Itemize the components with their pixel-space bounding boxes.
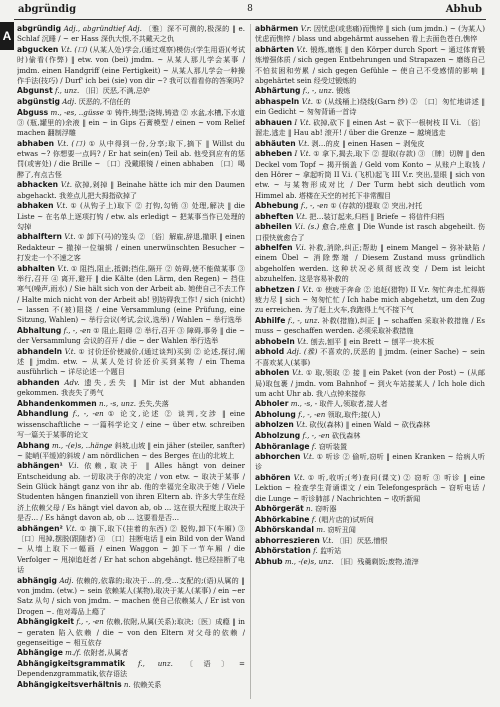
- entry-grammar: Adj.: [62, 96, 77, 106]
- entry-grammar: f.: [311, 441, 317, 451]
- dictionary-entry: [255, 515, 485, 525]
- entry-grammar: V.t.: [65, 523, 77, 533]
- entry-definition: ① 卸下(马)的笼头 ② 〔俗〕解雇,辞退,撤职 ‖ einen Redakteur ~ 撤掉一位编辑 / einen unerwünschten Besucher ~ 打发走一个不速之客: [17, 232, 245, 263]
- entry-headword: abhärmen: [255, 24, 299, 33]
- entry-grammar: n., -s, unz.: [98, 398, 136, 408]
- entry-grammar: V.i. (s.): [294, 222, 320, 232]
- entry-grammar: f., -, -en: [300, 201, 329, 211]
- entry-grammar: n.: [123, 679, 131, 689]
- entry-headword: abhäuten: [255, 138, 296, 148]
- dictionary-entry: [255, 149, 485, 201]
- letter-tab: A: [0, 22, 14, 50]
- entry-headword: Abhub: [255, 556, 283, 566]
- entry-grammar: I V.t.: [294, 117, 311, 127]
- entry-grammar: m.: [316, 525, 326, 535]
- dictionary-entry: [17, 201, 245, 232]
- dictionary-entry: [17, 680, 245, 690]
- entry-headword: Abgunst: [17, 86, 53, 96]
- entry-grammar: V.t.: [57, 263, 69, 273]
- entry-headword: abhalten: [17, 263, 55, 273]
- entry-grammar: f., -, unz.: [287, 315, 320, 325]
- entry-definition: ① 阻挡,阻止,抵御;挡住,隔开 ② 妨碍,使不能做某事 ③ 举行,召开 ④ 离开,避开 ‖ die Kälte (den Lärm, den Regen) ~ 挡住寒气(噪声,雨水) / Sie hält sich von der Arbeit ab. 她使自己不去工作 / Halte mich nicht von der Arbeit ab! 别妨碍我工作! / sich (nicht) ~ lassen 不(被)阻挠 / eine Versammlung (eine Prüfung, eine Sitzung, Wahlen) ~ 举行会议(考试,会议,选举) / Wahlen ~ 举行选举: [17, 263, 245, 325]
- entry-definition: 依赖,取决于 ‖ Alles hängt von deiner Entscheidung ab. 一切取决于你的决定 / von etw. ~ 取决于某事 / Sein Glück hängt ganz von ihr ab. 他的幸福完全取决于她 / Viele Studenten hängen finanziell von ihren Eltern ab. 许多大学生在经济上依赖父母 / Es hängt viel davon ab, ob ... 这在很大程度上取决于是否… / Es hängt davon ab, ob ... 这要看是否…: [17, 461, 245, 523]
- dictionary-entry: [17, 576, 245, 617]
- dictionary-entry: [17, 617, 245, 648]
- entry-definition: ① (存款的)提取 ② 突出,衬托: [330, 201, 423, 211]
- entry-headword: abgünstig: [17, 96, 60, 106]
- entry-grammar: V.t.: [297, 336, 309, 346]
- entry-definition: 窃听装置: [318, 441, 348, 451]
- entry-headword: abheilen: [255, 222, 292, 232]
- entry-headword: abhelfen: [255, 243, 293, 253]
- entry-definition: 砍掉,砍下 ‖ einen Ast ~ 砍下一根树枝 II V.i. 〔俗〕溜走,逃走 ‖ Hau ab! 滚开! / über die Grenze ~ 越境逃走: [255, 117, 485, 138]
- entry-headword: Abhaltung: [17, 325, 62, 335]
- entry-definition: 锻炼: [336, 86, 351, 96]
- entry-definition: 补救(措施),纠正 ‖ ~ schaffen 采取补救措施 / Es muss ~ geschaffen werden. 必须采取补救措施: [255, 315, 485, 336]
- entry-definition: 领取,取件;接(人): [327, 409, 381, 419]
- dictionary-entry: [255, 546, 485, 556]
- entry-definition: 遗失,丢失 ‖ Mir ist der Mut abhanden gekommen. 我丧失了勇气: [17, 377, 245, 398]
- dictionary-entry: [255, 525, 485, 535]
- entry-headword: abholzen: [255, 420, 294, 430]
- entry-headword: Abhörkabine: [255, 514, 310, 524]
- dictionary-entry: [255, 410, 485, 420]
- entry-grammar: m., -es, ..güsse: [50, 107, 104, 117]
- entry-definition: ① 论文,论述 ② 谈判,交涉 ‖ eine wissenschaftliche ~ 一篇科学论文 / eine ~ über etw. schreiben 写一篇关于某事的论文: [17, 409, 245, 440]
- entry-grammar: f., -, -en: [63, 325, 91, 335]
- entry-definition: 监听站: [319, 546, 342, 556]
- dictionary-entry: [255, 24, 485, 45]
- entry-definition: ① 阻止,阻碍 ② 举行,召开 ③ 障碍,事务 ‖ die ~ der Versammlung 会议的召开 / die ~ der Wahlen 举行选举: [17, 325, 245, 346]
- entry-definition: 刨去,刨平 ‖ ein Brett ~ 刨平一块木板: [310, 336, 435, 346]
- entry-definition: ① (从钩子上)取下 ② 打钩,勾销 ③ 处理,解决 ‖ die Liste ~ 在名单上逐项打钩 / etw. als erledigt ~ 把某事当作已处理的勾掉: [17, 201, 245, 231]
- entry-grammar: f., -, -en: [72, 409, 104, 419]
- entry-headword: abhängen²: [17, 523, 63, 533]
- dictionary-entry: [255, 212, 485, 222]
- entry-definition: 愈合,痊愈 ‖ Die Wunde ist rasch abgeheilt. 伤口很快就愈合了: [255, 222, 485, 242]
- dictionary-entry: [17, 180, 245, 201]
- entry-headword: abhängen¹: [17, 461, 63, 471]
- entry-headword: abheften: [255, 211, 294, 221]
- column-divider: [250, 24, 251, 699]
- entry-grammar: Adj.: [59, 575, 74, 585]
- entry-headword: Abhilfe: [255, 315, 286, 325]
- entry-definition: 依赖,依附,从属(关系);取决;〔医〕成瘾 ‖ in ~ geraten 陷入依赖 / die ~ von den Eltern 对父母的依赖 / gegenseitige ~ 相互依存: [17, 617, 245, 647]
- dictionary-entry: [255, 139, 485, 149]
- dictionary-entry: [17, 441, 245, 462]
- dictionary-entry: [17, 659, 245, 680]
- entry-definition: 丢失,失落: [138, 398, 169, 408]
- entry-definition: 〔旧〕厌恶,不满,忌妒: [81, 86, 150, 96]
- entry-grammar: Adv.: [64, 377, 80, 387]
- entry-grammar: f., -, unz.: [302, 86, 334, 96]
- entry-grammar: V.t. (口): [57, 138, 86, 148]
- dictionary-entry: [255, 368, 485, 399]
- dictionary-entry: [17, 399, 245, 409]
- entry-grammar: V.t.: [301, 96, 313, 106]
- dictionary-entry: [255, 86, 485, 96]
- dictionary-entry: [17, 378, 245, 399]
- dictionary-entry: [255, 473, 485, 504]
- entry-definition: ① 从中得到一份,分享;取下,摘下 ‖ Willst du etwas ~? 你想要一点吗? / Er hat sein(en) Teil ab. 他受到应有的惩罚(或害处) / die Brille ~ 〔口〕没戴眼镜 / einen abhaben 〔口〕喝醉了,有点古怪: [17, 138, 245, 179]
- entry-definition: 砍伐(森林) ‖ einen Wald ~ 砍伐森林: [309, 420, 431, 430]
- entry-grammar: V.t.: [64, 346, 76, 356]
- entry-definition: ① 使疲于奔命 ② 追赶(猎物) II V.r. 匆忙奔走,忙得筋疲力尽 ‖ sich ~ 匆匆忙忙 / Ich habe mich abgehetzt, um den Zug zu erreichen. 为了赶上火车,我跑得上气不接下气: [255, 284, 485, 315]
- entry-definition: 补救,消除,纠正;帮助 ‖ einem Mangel ~ 弥补缺陷 / einem Übel ~ 消除弊端 / Diesem Zustand muss gründlich abgeholfen werden. 这种状况必须彻底改变 / Dem ist leicht abzuhelfen. 这是容易补救的: [255, 243, 485, 284]
- dictionary-entry: [17, 264, 245, 326]
- entry-definition: ① 摘下,取下(挂着的东西) ② 脱钩,卸下(车厢) ③ 〔口〕甩掉,摆脱(跟随者) ④ 〔口〕挂断电话 ‖ ein Bild von der Wand ~ 从墙上取下一幅画 / einen Waggon ~ 卸下一节车厢 / die Verfolger ~ 甩掉追赶者 / Er hat schon abgehängt. 他已经挂断了电话: [17, 523, 245, 575]
- dictionary-entry: [17, 86, 245, 96]
- dictionary-entry: [17, 648, 245, 658]
- entry-headword: Abhörskandal: [255, 525, 314, 535]
- dictionary-entry: [255, 337, 485, 347]
- entry-headword: abhacken: [17, 180, 58, 190]
- dictionary-entry: [17, 347, 245, 378]
- entry-definition: 〔语〕= Dependenzgrammatik,依存语法: [17, 658, 245, 679]
- entry-grammar: V.i.: [68, 461, 79, 471]
- entry-definition: 厌恶的,不信任的: [78, 96, 131, 106]
- entry-headword: abgründig: [17, 24, 62, 33]
- right-column: [255, 24, 485, 701]
- entry-definition: 剥…的皮 ‖ einen Hasen ~ 剥兔皮: [311, 138, 425, 148]
- entry-definition: 斜坡,山坡 ‖ ein jäher (steiler, sanfter) ~ 陡峭(平缓)的斜坡 / am nördlichen ~ des Berges 在山的北坡上: [17, 440, 245, 460]
- entry-headword: abhorreszieren: [255, 535, 320, 545]
- entry-definition: 砍伐森林: [331, 430, 361, 440]
- entry-grammar: V.t.: [60, 180, 72, 190]
- entry-headword: abhaken: [17, 201, 54, 211]
- dictionary-entry: [255, 536, 485, 546]
- dictionary-entry: [255, 97, 485, 118]
- entry-definition: 依赖关系: [132, 679, 162, 689]
- entry-headword: abhold: [255, 347, 285, 357]
- entry-definition: 〔雅〕深不可测的,极深的 ‖ e. Schlaf 沉睡 / ~ er Hass 深仇大恨,不共戴天之仇: [17, 24, 245, 44]
- dictionary-entry: [255, 504, 485, 514]
- entry-definition: 依赖的,依靠的;取决于…的,受…支配的;(语)从属的 ‖ von jmdm. (etw.) ~ sein 依赖某人(某物),取决于某人(某事) / ein ~er Satz 从句 / sich von jmdm. ~ machen 使自己依赖某人 / Er ist von Drogen ~. 他对毒品上瘾了: [17, 575, 245, 616]
- dictionary-entry: [255, 347, 485, 368]
- header-last-headword: Abhub: [445, 4, 482, 15]
- entry-grammar: m./f.: [65, 648, 82, 658]
- entry-grammar: I V.t.: [294, 149, 311, 159]
- dictionary-entry: [17, 461, 245, 523]
- entry-grammar: m., -s, -: [290, 399, 318, 409]
- entry-grammar: I V.t.: [297, 284, 314, 294]
- entry-headword: Abhandlung: [17, 409, 69, 419]
- entry-headword: Abhärtung: [255, 86, 301, 96]
- dictionary-entry: [255, 222, 485, 243]
- entry-grammar: Adj. (雅): [286, 347, 318, 357]
- dictionary-entry: [255, 45, 485, 86]
- dictionary-entry: [255, 431, 485, 441]
- entry-headword: Abhandenkommen: [17, 398, 97, 408]
- entry-headword: abhetzen: [255, 284, 295, 294]
- entry-grammar: V.t.: [297, 138, 310, 148]
- entry-grammar: m., -(e)s, unz.: [284, 556, 334, 566]
- entry-grammar: V.t.: [293, 472, 305, 482]
- entry-headword: abhängig: [17, 575, 57, 585]
- entry-definition: ① 讨价还价使减价,(通过谈判)买到 ② 论述,探讨,阐述 ‖ jmdm. etw. ~ 从某人处讨价还价买到某物 / ein Thema ausführlich ~ 详尽论述一个题目: [17, 346, 245, 377]
- entry-headword: Abhängigkeit: [17, 617, 74, 627]
- entry-definition: 因忧虑(或悲痛)而憔悴 ‖ sich (um jmdn.) ~ (为某人)忧虑而憔悴 / blass und abgehärmt aussehen 看上去面色苍白,憔悴: [255, 24, 485, 44]
- entry-headword: abhanden: [17, 377, 60, 387]
- entry-grammar: V.t.: [296, 44, 308, 54]
- dictionary-entry: [255, 201, 485, 211]
- entry-headword: Abhang: [17, 440, 50, 450]
- entry-headword: abheben: [255, 149, 293, 159]
- entry-headword: abholen: [255, 368, 290, 378]
- entry-headword: abhandeln: [17, 346, 63, 356]
- dictionary-entry: [255, 557, 485, 567]
- entry-headword: Abhörgerät: [255, 504, 304, 514]
- entry-definition: 不喜欢的,厌恶的 ‖ jmdm. (einer Sache) ~ sein 不喜欢某人(某事): [255, 347, 485, 367]
- entry-definition: 依附者,从属者: [83, 648, 129, 658]
- entry-headword: Abhängigkeitsverhältnis: [17, 679, 122, 689]
- entry-headword: Abhörstation: [255, 546, 311, 556]
- entry-grammar: f., unz.: [137, 658, 173, 668]
- entry-headword: Abguss: [17, 107, 49, 117]
- entry-headword: abhören: [255, 472, 291, 482]
- dictionary-entry: [17, 24, 245, 45]
- entry-grammar: V.t. (口): [60, 44, 88, 54]
- entry-grammar: V.i.: [295, 243, 306, 253]
- entry-grammar: V.t.: [64, 232, 76, 242]
- dictionary-entry: [17, 524, 245, 576]
- entry-definition: (从某人处)学会,(通过观察)模仿;(学生用语)(考试时)偷看(作弊) ‖ etw. von (bei) jmdm. ~ 从某人那儿学会某事 / jmdm. einen Handgriff (eine Fertigkeit) ~ 从某人那儿学会一种操作手法(技巧) / Durf' ich bei (sie) von dir ~? 我可以看看你的答案吗?: [17, 44, 245, 85]
- dictionary-entry: [255, 442, 485, 452]
- entry-grammar: f., -, -en: [302, 430, 330, 440]
- entry-grammar: f.: [313, 546, 318, 556]
- entry-headword: Abholer: [255, 399, 289, 409]
- entry-definition: 〔旧〕残羹剩饭;废物,渣滓: [336, 556, 419, 566]
- dictionary-entry: [255, 399, 485, 409]
- entry-headword: Abholung: [255, 409, 296, 419]
- entry-headword: abhorchen: [255, 452, 301, 462]
- dictionary-entry: [17, 45, 245, 86]
- entry-grammar: f., unz.: [54, 86, 80, 96]
- entry-definition: (唱片店的)试听间: [318, 514, 374, 524]
- dictionary-entry: [255, 452, 485, 473]
- entry-grammar: f., -, -en: [298, 409, 326, 419]
- dictionary-entry: [17, 232, 245, 263]
- dictionary-entry: [17, 139, 245, 180]
- dictionary-entry: [255, 285, 485, 316]
- entry-grammar: V.t.: [295, 211, 308, 221]
- page-number: 8: [247, 4, 253, 14]
- entry-definition: 锻炼,磨炼 ‖ den Körper durch Sport ~ 通过体育锻炼增强体质 / sich gegen Entbehrungen und Strapazen ~ 磨练自己不怕贫困和劳累 / sich gegen Gefühle ~ 使自己不受感情的影响 ‖ abgehärtet sein 经受过锻炼的: [255, 44, 485, 85]
- entry-definition: ① 取,领取 ② 接 ‖ ein Paket (von der Post) ~ (从邮局)取包裹 / jmdn. vom Bahnhof ~ 到火车站接某人 / Ich hole dich um acht Uhr ab. 我八点钟来接你: [255, 368, 485, 398]
- entry-headword: abhaben: [17, 138, 55, 148]
- entry-grammar: f.: [311, 514, 317, 524]
- dictionary-entry: [17, 409, 245, 440]
- entry-headword: abhaspeln: [255, 96, 300, 106]
- entry-headword: abgucken: [17, 44, 59, 54]
- entry-grammar: V.t.: [291, 368, 304, 378]
- entry-grammar: Adj., abgründtief Adj.: [63, 24, 142, 33]
- entry-grammar: V.r.: [300, 24, 312, 33]
- entry-definition: ① 听诊 ② 偷听,窃听 ‖ einen Kranken ~ 给病人听诊: [255, 452, 485, 472]
- dictionary-entry: [17, 326, 245, 347]
- page-header: [14, 3, 486, 20]
- entry-definition: ① 拿下,揭去,取下 ② 提取(存款) ③ 〔牌〕切牌 ‖ den Deckel vom Topf ~ 揭开锅盖 / Geld vom Konto ~ 从账户上取钱 / den Hörer ~ 拿起听筒 II V.i. (飞机)起飞 III V.r. 突出,显眼 ‖ sich von etw. ~ 与某物形成对比 / Der Turm hebt sich deutlich vom Himmel ab. 塔楼在天空的衬托下非常醒目: [255, 149, 485, 200]
- entry-definition: ① (从线桶上)绕线(Garn 纱) ② 〔口〕匆忙地讲述 ‖ ein Gedicht ~ 匆匆背诵一首诗: [255, 96, 485, 117]
- dictionary-entry: [17, 108, 245, 139]
- entry-grammar: V.t.: [322, 535, 334, 545]
- entry-grammar: m., -(e)s, ..hänge: [51, 440, 113, 450]
- entry-grammar: f., -, -en: [76, 617, 104, 627]
- entry-headword: abhalftern: [17, 232, 62, 242]
- entry-headword: abhärten: [255, 44, 295, 54]
- entry-grammar: V.t.: [56, 201, 68, 211]
- entry-headword: abhauen: [255, 117, 293, 127]
- header-first-headword: abgründig: [18, 4, 77, 15]
- dictionary-entry: [255, 118, 485, 139]
- entry-headword: Abhöranlage: [255, 441, 310, 451]
- entry-definition: 把…装订起来,归档 ‖ Briefe ~ 将信件归档: [309, 211, 445, 221]
- entry-headword: Abhebung: [255, 201, 299, 211]
- entry-headword: Abhängige: [17, 648, 63, 658]
- entry-definition: 〔旧〕厌恶,憎恨: [335, 535, 388, 545]
- dictionary-entry: [17, 97, 245, 107]
- entry-definition: ① 铸件,铸型;浇铸,铸造 ② 水盆,水槽,下水道 ③ (瓶,罐里的)余液 ‖ ein ~ in Gips 石膏模型 / einen ~ vom Relief machen 翻制浮雕: [17, 107, 245, 138]
- dictionary-entry: [255, 316, 485, 337]
- entry-definition: 窃听器: [315, 504, 337, 514]
- dictionary-entry: [255, 243, 485, 284]
- left-column: [17, 24, 245, 701]
- entry-headword: Abholzung: [255, 430, 301, 440]
- entry-definition: ① 听,收听;(考)查问(课文) ② 窃听 ③ 听诊 ‖ eine Lektion ~ 检查学生背诵课文 / ein Telefongespräch ~ 窃听电话 / die Lunge ~ 听诊肺部 / Nachrichten ~ 收听新闻: [255, 472, 485, 503]
- entry-headword: Abhängigkeitsgrammatik: [17, 658, 126, 668]
- entry-headword: abhobeln: [255, 336, 295, 346]
- entry-definition: 取件人,领取者,接人者: [319, 399, 388, 409]
- entry-grammar: V.t.: [302, 452, 315, 462]
- entry-definition: 砍掉,剁掉 ‖ Beinahe hätte ich mir den Daumen abgehackt. 我差点儿把大拇指砍掉了: [17, 180, 245, 200]
- entry-grammar: n.: [306, 504, 313, 514]
- entry-grammar: V.t.: [296, 420, 308, 430]
- dictionary-entry: [255, 420, 485, 430]
- entry-definition: 窃听丑闻: [327, 525, 356, 535]
